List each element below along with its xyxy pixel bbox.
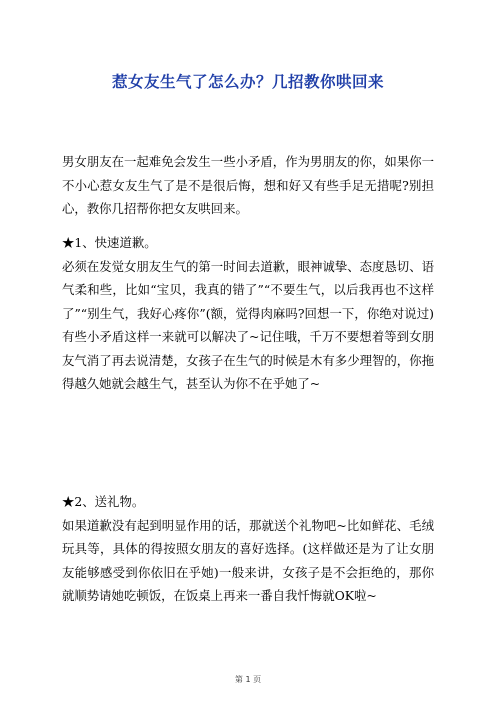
section-body: 必须在发觉女朋友生气的第一时间去道歉，眼神诚挚、态度恳切、语气柔和些，比如“宝贝，我真的错了”“不要生气，以后我再也不这样了”“别生气，我好心疼你”(额，觉得肉麻吗?回想一下，你绝对说过)有些小矛盾这样一来就可以解决了~记住哦，千万不要想着等到女朋友气消了再去说清楚，女孩子在生气的时候是木有多少理智的，你拖得越久她就会越生气，甚至认为你不在乎她了~ xyxy=(62,258,434,391)
intro-paragraph xyxy=(62,150,434,221)
intro-text: 男女朋友在一起难免会发生一些小矛盾，作为男朋友的你，如果你一不小心惹女友生气了是不是很后悔，想和好又有些手足无措呢?别担心，教你几招帮你把女友哄回来。 xyxy=(62,154,434,216)
page-number: 第 1 页 xyxy=(234,675,262,684)
section-heading: ★1、快速道歉。 xyxy=(62,235,157,250)
section-body: 如果道歉没有起到明显作用的话，那就送个礼物吧~比如鲜花、毛绒玩具等，具体的得按照女朋友的喜好选择。(这样做还是为了让女朋友能够感受到你依旧在乎她)一般来讲，女孩子是不会拒绝的，那你就顺势请她吃顿饭，在饭桌上再来一番自我忏悔就OK啦~ xyxy=(62,517,434,603)
section-apologize xyxy=(62,231,434,396)
document-title: 惹女友生气了怎么办？几招教你哄回来 xyxy=(111,73,384,91)
section-gift xyxy=(62,490,434,608)
section-heading: ★2、送礼物。 xyxy=(62,494,145,509)
